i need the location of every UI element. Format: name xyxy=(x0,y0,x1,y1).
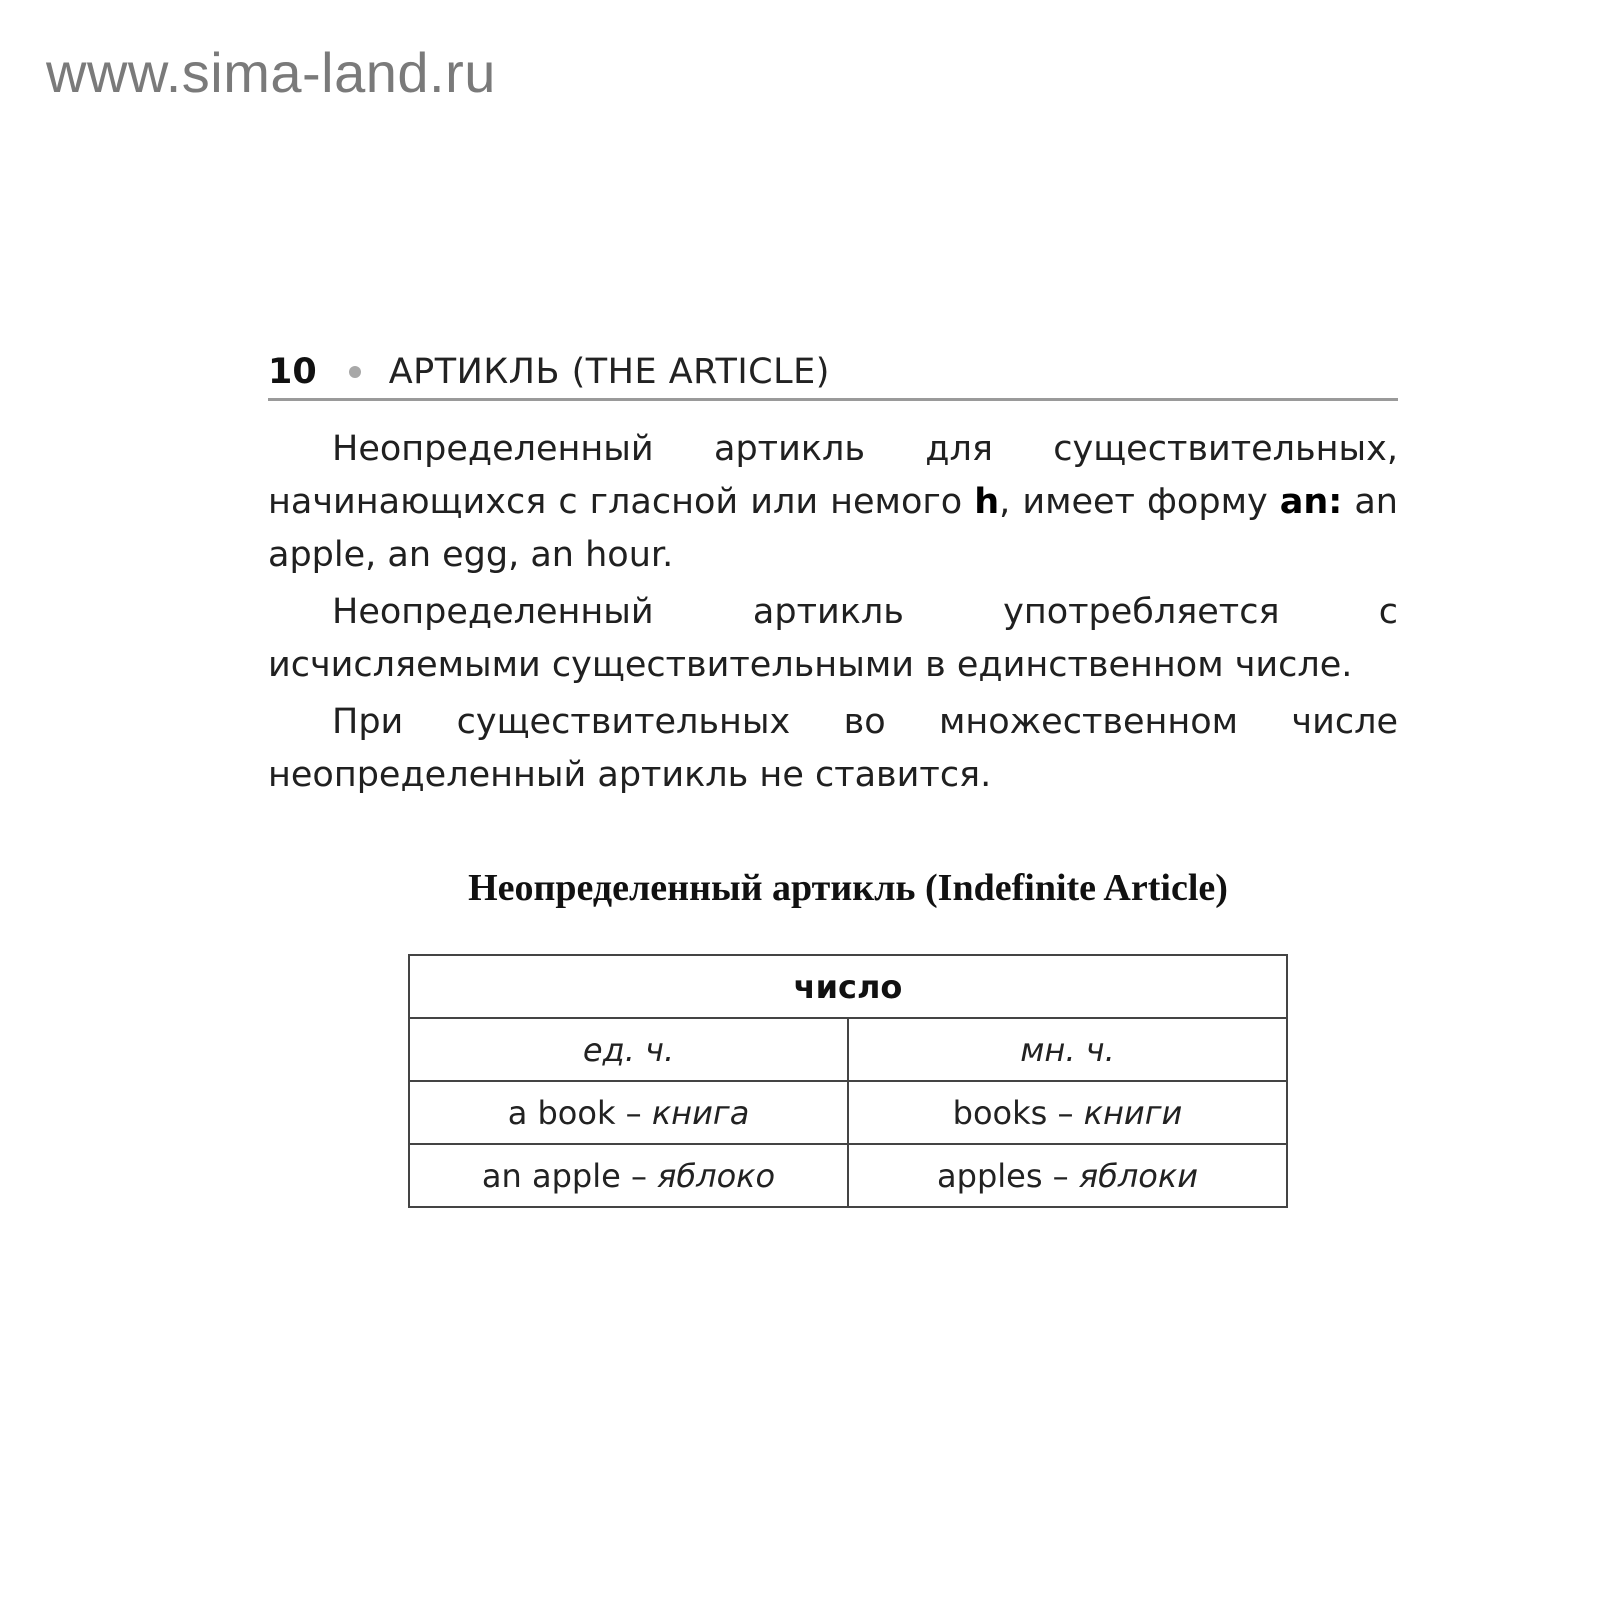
bullet-icon xyxy=(349,366,361,378)
paragraph-1-bold-h: h xyxy=(974,482,1000,522)
paragraph-1-text-a: Неопределенный артикль для существительных, начинающихся с гласной или немого xyxy=(268,429,1398,522)
cell-russian: книга xyxy=(651,1093,750,1132)
page-number: 10 xyxy=(268,352,317,392)
table-row xyxy=(409,1144,1287,1207)
table-title: Неопределенный артикль (Indefinite Article) xyxy=(468,867,1228,909)
paragraph-1-bold-an: an: xyxy=(1279,482,1343,522)
cell-russian: книги xyxy=(1083,1093,1183,1132)
cell-plural xyxy=(848,1081,1287,1144)
cell-russian: яблоки xyxy=(1078,1156,1198,1195)
cell-english: books – xyxy=(952,1093,1084,1132)
watermark: www.sima-land.ru xyxy=(46,41,496,104)
paragraph-1-text-c: an apple, an egg, an hour. xyxy=(268,482,1398,575)
column-singular: ед. ч. xyxy=(409,1018,848,1081)
table-header-number: число xyxy=(409,955,1287,1018)
paragraph-2: Неопределенный артикль употребляется с исчисляемыми существительными в единственном числе. xyxy=(268,592,1398,685)
table-column-row xyxy=(409,1018,1287,1081)
cell-english: apples – xyxy=(937,1156,1079,1195)
cell-plural xyxy=(848,1144,1287,1207)
cell-russian: яблоко xyxy=(657,1156,776,1195)
paragraph-1 xyxy=(268,423,1398,582)
chapter-title: АРТИКЛЬ (THE ARTICLE) xyxy=(388,352,830,392)
table-row xyxy=(409,1081,1287,1144)
running-head xyxy=(268,352,1398,401)
book-page xyxy=(268,352,1398,1208)
body-text xyxy=(268,423,1398,802)
cell-singular xyxy=(409,1144,848,1207)
cell-english: an apple – xyxy=(481,1156,658,1195)
cell-singular xyxy=(409,1081,848,1144)
paragraph-3: При существительных во множественном числе неопределенный артикль не ставится. xyxy=(268,702,1398,795)
paragraph-1-text-b: , имеет форму xyxy=(999,482,1280,522)
column-plural: мн. ч. xyxy=(848,1018,1287,1081)
table-header-row xyxy=(409,955,1287,1018)
cell-english: a book – xyxy=(507,1093,652,1132)
indefinite-article-table xyxy=(408,954,1288,1208)
